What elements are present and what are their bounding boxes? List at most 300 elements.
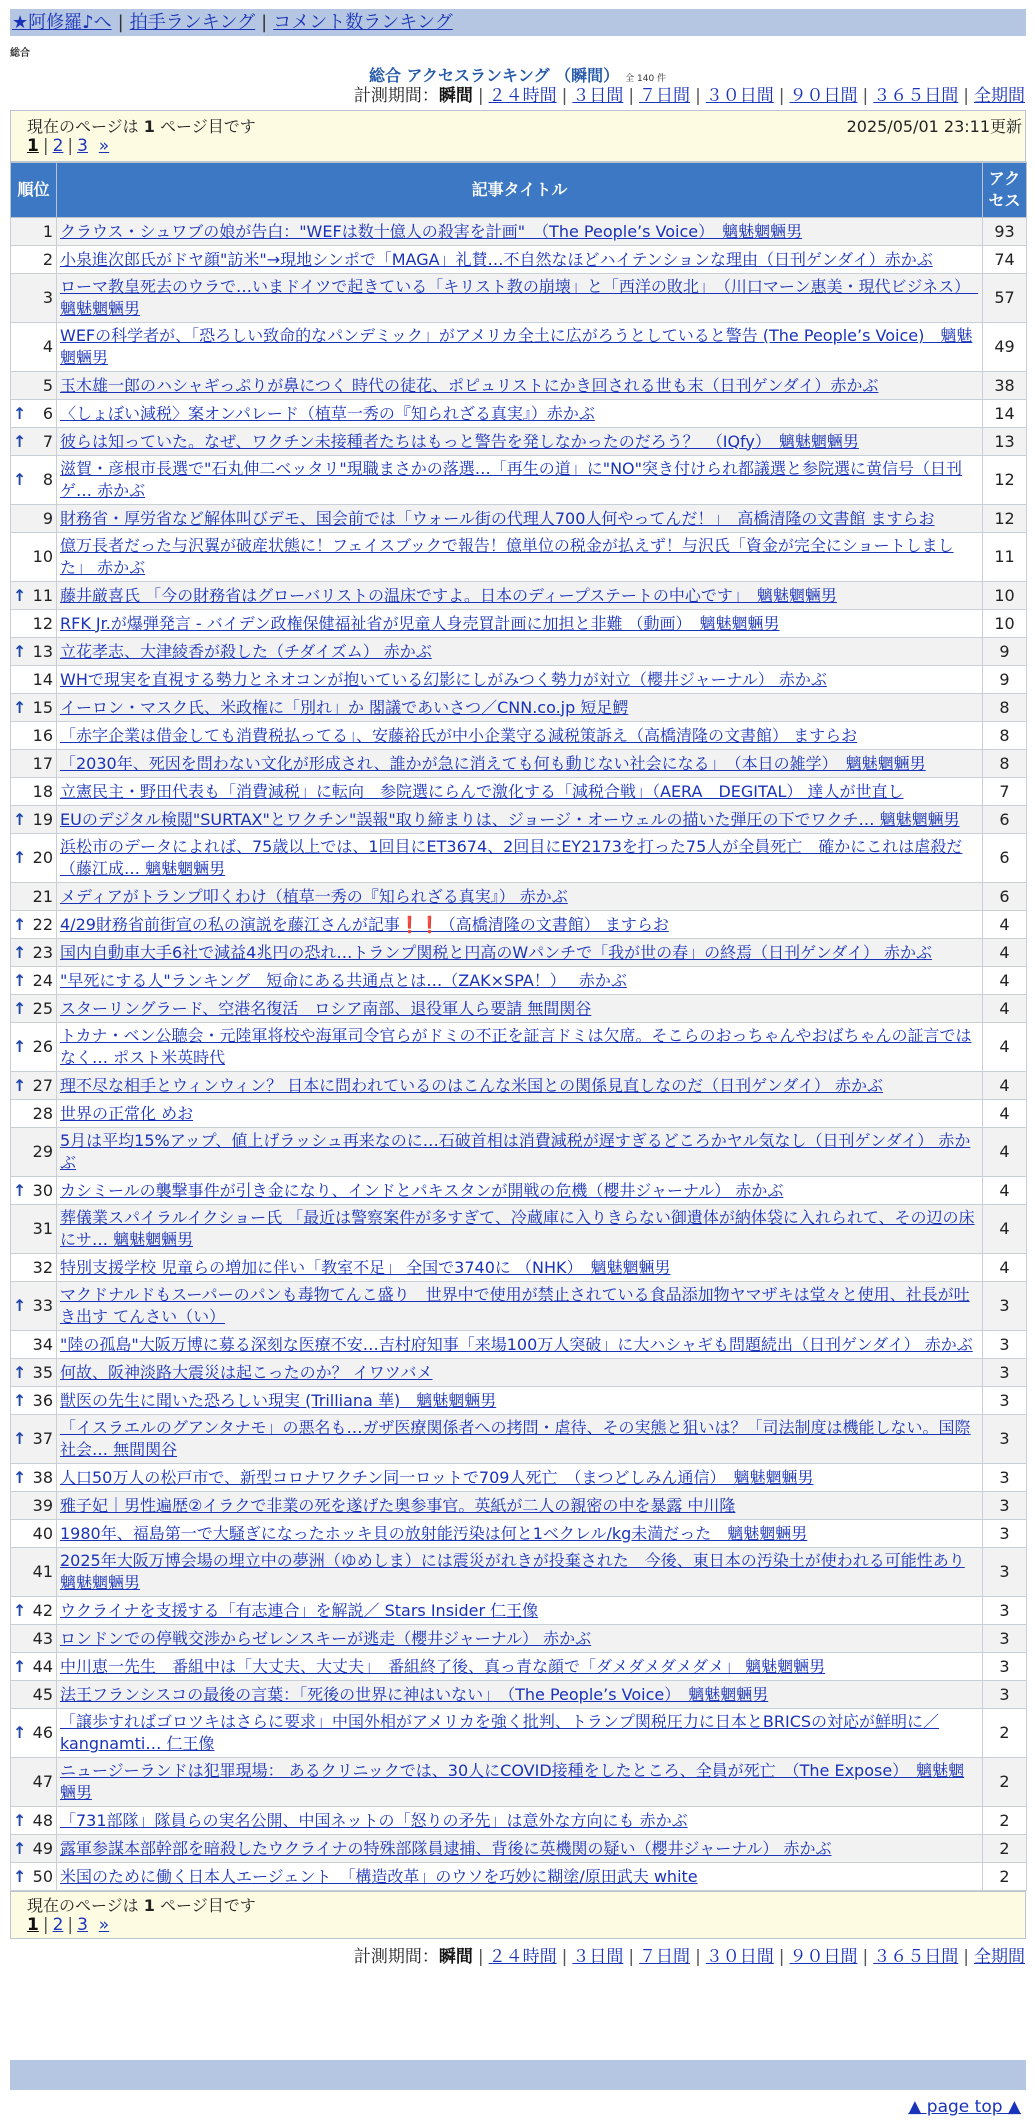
period-link-7d[interactable]: ７日間 (639, 1947, 691, 1967)
article-title-link[interactable]: 葬儀業スパイラルイクショー氏 「最近は警察案件が多すぎて、冷蔵庫に入りきらない御遺体が納体袋に入れられて、その辺の床にサ… 魑魅魍魎男 (60, 1208, 975, 1249)
access-count: 8 (983, 750, 1027, 778)
table-row (11, 1282, 1027, 1331)
page-top-link[interactable]: ▲ page top ▲ (908, 2097, 1021, 2117)
table-row (11, 1331, 1027, 1359)
period-link-3d[interactable]: ３日間 (572, 86, 624, 106)
article-title-link[interactable]: 雅子妃｜男性遍歴②イラクで非業の死を遂げた奥参事官。英紙が二人の親密の中を暴露 中川隆 (60, 1495, 736, 1515)
article-title-link[interactable]: WHで現実を直視する勢力とネオコンが抱いている幻影にしがみつく勢力が対立（櫻井ジャーナル） 赤かぶ (60, 669, 827, 689)
table-row (11, 456, 1027, 505)
title-cell (57, 218, 983, 246)
rank-cell (11, 1415, 57, 1464)
page-info-box-top (10, 110, 1026, 162)
title-cell (57, 1520, 983, 1548)
table-row (11, 722, 1027, 750)
article-title-link[interactable]: クラウス・シュワブの娘が告白："WEFは数十億人の殺害を計画" （The People’s Voice） 魑魅魍魎男 (60, 221, 803, 241)
rank-number: 13 (32, 641, 53, 661)
page-info-box-bottom (10, 1891, 1026, 1939)
table-row (11, 1863, 1027, 1891)
article-title-link[interactable]: RFK Jr.が爆弾発言 - バイデン政権保健福祉省が児童人身売買計画に加担と非難 （動画） 魑魅魍魎男 (60, 613, 780, 633)
rank-cell (11, 638, 57, 666)
up-arrow-icon: ↑ (13, 431, 27, 451)
title-cell (57, 883, 983, 911)
article-title-link[interactable]: 小泉進次郎氏がドヤ顔"訪米"→現地シンポで「MAGA」礼賛…不自然なほどハイテンションな理由（日刊ゲンダイ）赤かぶ (60, 249, 933, 269)
table-row (11, 806, 1027, 834)
table-row (11, 995, 1027, 1023)
access-count: 3 (983, 1331, 1027, 1359)
article-title-link[interactable]: 「2030年、死因を問わない文化が形成され、誰かが急に消えても何も動じない社会になる」 （本日の雑学） 魑魅魍魎男 (60, 753, 926, 773)
access-count: 93 (983, 218, 1027, 246)
nav-applause-ranking-link[interactable]: 拍手ランキング (129, 12, 256, 33)
rank-cell (11, 1100, 57, 1128)
pager-link-3[interactable]: 3 (77, 1915, 88, 1935)
title-cell (57, 1177, 983, 1205)
article-title-link[interactable]: 理不尽な相手とウィンウィン？ 日本に問われているのはこんな米国との関係見直しなのだ（日刊ゲンダイ） 赤かぶ (60, 1075, 883, 1095)
access-count: 4 (983, 1205, 1027, 1254)
article-title-link[interactable]: 浜松市のデータによれば、75歳以上では、1回目にET3674、2回目にEY2173を打った75人が全員死亡 確かにこれは虐殺だ（藤江成… 魑魅魍魎男 (60, 837, 963, 878)
access-count: 2 (983, 1835, 1027, 1863)
rank-cell (11, 1282, 57, 1331)
access-count: 7 (983, 778, 1027, 806)
access-count: 57 (983, 274, 1027, 323)
up-arrow-icon: ↑ (13, 1723, 27, 1742)
period-link-24h[interactable]: ２４時間 (488, 1947, 557, 1967)
title-cell (57, 610, 983, 638)
pager-link-2[interactable]: 2 (52, 136, 64, 156)
access-count: 49 (983, 323, 1027, 372)
title-cell (57, 911, 983, 939)
pager-link-2[interactable]: 2 (52, 1915, 64, 1935)
rank-number: 3 (42, 288, 53, 307)
access-count: 3 (983, 1520, 1027, 1548)
article-title-link[interactable]: イーロン・マスク氏、米政権に「別れ」か 閣議であいさつ／CNN.co.jp 短足鰐 (60, 697, 629, 717)
rank-cell (11, 1464, 57, 1492)
article-title-link[interactable]: EUのデジタル検閲"SURTAX"とワクチン"誤報"取り締まりは、ジョージ・オーウェルの描いた弾圧の下でワクチ… 魑魅魍魎男 (60, 809, 960, 829)
article-title-link[interactable]: 藤井厳喜氏 「今の財務省はグローバリストの温床ですよ。日本のディープステートの中心です」 魑魅魍魎男 (60, 585, 837, 605)
rank-number: 2 (42, 249, 53, 269)
up-arrow-icon: ↑ (13, 1467, 27, 1487)
header-rank: 順位 (11, 163, 57, 218)
title-cell (57, 1072, 983, 1100)
article-title-link[interactable]: "陸の孤島"大阪万博に募る深刻な医療不安…吉村府知事「来場100万人突破」に大ハシャギも問題続出（日刊ゲンダイ） 赤かぶ (60, 1334, 973, 1354)
title-cell (57, 1709, 983, 1758)
table-row (11, 533, 1027, 582)
pager-link-3[interactable]: 3 (77, 136, 88, 156)
rank-number: 31 (32, 1219, 53, 1238)
table-row (11, 1758, 1027, 1807)
title-cell (57, 1492, 983, 1520)
title-cell (57, 1128, 983, 1177)
article-title-link[interactable]: 特別支援学校 児童らの増加に伴い「教室不足」 全国で3740に （NHK） 魑魅魍魎男 (60, 1257, 671, 1277)
article-title-link[interactable]: 世界の正常化 めお (60, 1103, 194, 1123)
article-title-link[interactable]: 2025年大阪万博会場の埋立中の夢洲（ゆめしま）には震災がれきが投棄された 今後、東日本の汚染土が使われる可能性あり 魑魅魍魎男 (60, 1551, 965, 1592)
table-row (11, 1387, 1027, 1415)
title-cell (57, 533, 983, 582)
rank-number: 48 (32, 1810, 53, 1830)
article-title-link[interactable]: 「譲歩すればゴロツキはさらに要求」中国外相がアメリカを強く批判、トランプ関税圧力に日本とBRICSの対応が鮮明に／kangnamti… 仁王像 (60, 1712, 940, 1753)
title-cell (57, 1681, 983, 1709)
article-title-link[interactable]: ニュージーランドは犯罪現場： あるクリニックでは、30人にCOVID接種をしたところ、全員が死亡 （The Expose） 魑魅魍魎男 (60, 1761, 965, 1802)
table-row (11, 911, 1027, 939)
rank-cell (11, 1863, 57, 1891)
rank-number: 16 (32, 725, 53, 745)
nav-separator: | (117, 12, 124, 33)
table-row (11, 372, 1027, 400)
up-arrow-icon: ↑ (13, 470, 27, 489)
table-row (11, 778, 1027, 806)
article-title-link[interactable]: ロンドンでの停戦交渉からゼレンスキーが逃走（櫻井ジャーナル） 赤かぶ (60, 1628, 592, 1648)
rank-cell (11, 1331, 57, 1359)
access-count: 4 (983, 1100, 1027, 1128)
rank-number: 34 (32, 1334, 53, 1354)
page-title (0, 63, 1035, 86)
article-title-link[interactable]: 財務省・厚労省など解体叫びデモ、国会前では「ウォール街の代理人700人何やってんだ！」 高橋清隆の文書館 ますらお (60, 508, 935, 528)
period-current: 瞬間 (438, 1947, 473, 1967)
title-cell (57, 428, 983, 456)
total-count: 全 140 件 (625, 74, 667, 84)
nav-comment-ranking-link[interactable]: コメント数ランキング (273, 12, 453, 33)
article-title-link[interactable]: 4/29財務省前街宣の私の演説を藤江さんが記事❗❗（高橋清隆の文書館） ますらお (60, 914, 669, 934)
access-count: 2 (983, 1709, 1027, 1758)
category-label: 総合 (10, 48, 30, 59)
rank-cell (11, 967, 57, 995)
rank-cell (11, 694, 57, 722)
access-count: 10 (983, 610, 1027, 638)
title-cell (57, 1205, 983, 1254)
rank-cell (11, 372, 57, 400)
rank-cell (11, 456, 57, 505)
title-cell (57, 246, 983, 274)
rank-cell (11, 1625, 57, 1653)
rank-cell (11, 428, 57, 456)
article-title-link[interactable]: 億万長者だった与沢翼が破産状態に！フェイスブックで報告！億単位の税金が払えず！与沢氏「資金が完全にショートしました」 赤かぶ (60, 536, 954, 577)
title-cell (57, 1653, 983, 1681)
rank-number: 36 (32, 1390, 53, 1410)
pager-bottom: 1 | 2 | 3 » (27, 1915, 110, 1935)
title-cell (57, 323, 983, 372)
table-row (11, 1359, 1027, 1387)
title-cell (57, 372, 983, 400)
page-title-text: 総合 アクセスランキング （瞬間） (368, 66, 620, 85)
period-label: 計測期間： (353, 1947, 439, 1967)
title-cell (57, 1254, 983, 1282)
title-cell (57, 1387, 983, 1415)
rank-cell (11, 1359, 57, 1387)
article-title-link[interactable]: 彼らは知っていた。なぜ、ワクチン未接種者たちはもっと警告を発しなかったのだろう？ （IQfy） 魑魅魍魎男 (60, 431, 859, 451)
rank-cell (11, 778, 57, 806)
period-link-7d[interactable]: ７日間 (639, 86, 691, 106)
article-title-link[interactable]: メディアがトランプ叩くわけ（植草一秀の『知られざる真実』） 赤かぶ (60, 886, 568, 906)
rank-cell (11, 1387, 57, 1415)
up-arrow-icon: ↑ (13, 1866, 27, 1886)
title-cell (57, 1331, 983, 1359)
article-title-link[interactable]: マクドナルドもスーパーのパンも毒物てんこ盛り 世界中で使用が禁止されている食品添加物ヤマザキは堂々と使用、社長が吐き出す てんさい（い） (60, 1285, 970, 1326)
rank-cell (11, 1128, 57, 1177)
access-count: 3 (983, 1548, 1027, 1597)
article-title-link[interactable]: スターリングラード、空港名復活 ロシア南部、退役軍人ら要請 無間関谷 (60, 998, 592, 1018)
access-count: 13 (983, 428, 1027, 456)
rank-number: 17 (32, 753, 53, 773)
table-row (11, 1415, 1027, 1464)
header-title: 記事タイトル (57, 163, 983, 218)
access-count: 10 (983, 582, 1027, 610)
table-row (11, 1709, 1027, 1758)
rank-number: 42 (32, 1600, 53, 1620)
article-title-link[interactable]: 人口50万人の松戸市で、新型コロナワクチン同一ロットで709人死亡 （まつどしみん通信） 魑魅魍魎男 (60, 1467, 814, 1487)
period-link-90d[interactable]: ９０日間 (789, 1947, 858, 1967)
access-count: 11 (983, 533, 1027, 582)
up-arrow-icon: ↑ (13, 1075, 27, 1095)
up-arrow-icon: ↑ (13, 1180, 27, 1200)
period-link-365d[interactable]: ３６５日間 (873, 1947, 959, 1967)
article-title-link[interactable]: 「731部隊」隊員らの実名公開、中国ネットの「怒りの矛先」は意外な方向にも 赤かぶ (60, 1810, 688, 1830)
up-arrow-icon: ↑ (13, 403, 27, 423)
access-count: 4 (983, 995, 1027, 1023)
period-link-30d[interactable]: ３０日間 (705, 86, 774, 106)
title-cell (57, 694, 983, 722)
up-arrow-icon: ↑ (13, 998, 27, 1018)
table-row (11, 1100, 1027, 1128)
access-count: 4 (983, 911, 1027, 939)
rank-number: 21 (32, 886, 53, 906)
nav-home-link[interactable]: ★阿修羅♪へ (12, 12, 112, 33)
table-row (11, 883, 1027, 911)
title-cell (57, 666, 983, 694)
access-count: 4 (983, 967, 1027, 995)
access-count: 2 (983, 1863, 1027, 1891)
article-title-link[interactable]: "早死にする人"ランキング 短命にある共通点とは…（ZAK×SPA！） 赤かぶ (60, 970, 627, 990)
period-link-24h[interactable]: ２４時間 (488, 86, 557, 106)
rank-number: 1 (42, 221, 53, 241)
period-link-30d[interactable]: ３０日間 (705, 1947, 774, 1967)
article-title-link[interactable]: 5月は平均15%アップ、値上げラッシュ再来なのに…石破首相は消費減税が遅すぎるどころかヤル気なし（日刊ゲンダイ） 赤かぶ (60, 1131, 971, 1172)
up-arrow-icon: ↑ (13, 1838, 27, 1858)
period-link-all[interactable]: 全期間 (974, 1947, 1025, 1967)
article-title-link[interactable]: ウクライナを支援する「有志連合」を解説／ Stars Insider 仁王像 (60, 1600, 539, 1620)
rank-cell (11, 1835, 57, 1863)
up-arrow-icon: ↑ (13, 1810, 27, 1830)
rank-number: 49 (32, 1838, 53, 1858)
rank-number: 40 (32, 1523, 53, 1543)
rank-number: 24 (32, 970, 53, 990)
rank-number: 19 (32, 809, 53, 829)
title-cell (57, 995, 983, 1023)
article-title-link[interactable]: 立花孝志、大津綾香が殺した（チダイズム） 赤かぶ (60, 641, 432, 661)
article-title-link[interactable]: 露軍参謀本部幹部を暗殺したウクライナの特殊部隊員逮捕、背後に英機関の疑い（櫻井ジャーナル） 赤かぶ (60, 1838, 832, 1858)
rank-number: 28 (32, 1103, 53, 1123)
article-title-link[interactable]: 立憲民主・野田代表も「消費減税」に転向 参院選にらんで激化する「減税合戦」（AERA DEGITAL） 達人が世直し (60, 781, 904, 801)
table-row (11, 1681, 1027, 1709)
access-count: 3 (983, 1681, 1027, 1709)
rank-cell (11, 533, 57, 582)
article-title-link[interactable]: 獣医の先生に聞いた恐ろしい現実 (Trilliana 華) 魑魅魍魎男 (60, 1390, 497, 1410)
table-row (11, 323, 1027, 372)
access-count: 14 (983, 400, 1027, 428)
access-count: 4 (983, 1177, 1027, 1205)
rank-cell (11, 722, 57, 750)
title-cell (57, 456, 983, 505)
article-title-link[interactable]: 1980年、福島第一で大騒ぎになったホッキ貝の放射能汚染は何と1ベクレル/kg未満だった 魑魅魍魎男 (60, 1523, 808, 1543)
article-title-link[interactable]: 何故、阪神淡路大震災は起こったのか？ イワツバメ (60, 1362, 433, 1382)
article-title-link[interactable]: 国内自動車大手6社で減益4兆円の恐れ…トランプ関税と円高のWパンチで「我が世の春」の終焉（日刊ゲンダイ） 赤かぶ (60, 942, 932, 962)
page-info-number: 1 (143, 117, 155, 136)
table-row (11, 638, 1027, 666)
rank-cell (11, 218, 57, 246)
table-row (11, 1520, 1027, 1548)
title-cell (57, 1100, 983, 1128)
article-title-link[interactable]: 玉木雄一郎のハシャギっぷりが鼻につく 時代の徒花、ポピュリストにかき回される世も末（日刊ゲンダイ）赤かぶ (60, 375, 879, 395)
access-count: 3 (983, 1359, 1027, 1387)
table-row (11, 1128, 1027, 1177)
access-count: 2 (983, 1758, 1027, 1807)
rank-cell (11, 400, 57, 428)
page-info-number: 1 (143, 1896, 155, 1915)
rank-number: 41 (32, 1562, 53, 1581)
rank-cell (11, 1758, 57, 1807)
title-cell (57, 1464, 983, 1492)
title-cell (57, 1758, 983, 1807)
period-link-90d[interactable]: ９０日間 (789, 86, 858, 106)
up-arrow-icon: ↑ (13, 914, 27, 934)
up-arrow-icon: ↑ (13, 848, 27, 867)
period-link-3d[interactable]: ３日間 (572, 1947, 624, 1967)
table-row (11, 582, 1027, 610)
table-row (11, 1835, 1027, 1863)
pager-next[interactable]: » (98, 136, 110, 156)
access-count: 3 (983, 1597, 1027, 1625)
access-count: 12 (983, 505, 1027, 533)
rank-number: 15 (32, 697, 53, 717)
access-count: 8 (983, 694, 1027, 722)
pager-next[interactable]: » (98, 1915, 110, 1935)
access-count: 6 (983, 883, 1027, 911)
title-cell (57, 750, 983, 778)
title-cell (57, 1415, 983, 1464)
rank-cell (11, 911, 57, 939)
title-cell (57, 778, 983, 806)
nav-separator: | (261, 12, 268, 33)
table-row (11, 246, 1027, 274)
up-arrow-icon: ↑ (13, 585, 27, 605)
title-cell (57, 1282, 983, 1331)
access-count: 9 (983, 638, 1027, 666)
title-cell (57, 1863, 983, 1891)
period-label: 計測期間： (353, 86, 439, 106)
article-title-link[interactable]: 「イスラエルのグアンタナモ」の悪名も…ガザ医療関係者への拷問・虐待、その実態と狙いは？「司法制度は機能しない。国際社会… 無間関谷 (60, 1418, 971, 1459)
rank-number: 6 (42, 403, 53, 423)
title-cell (57, 806, 983, 834)
title-cell (57, 1359, 983, 1387)
rank-number: 43 (32, 1628, 53, 1648)
table-row (11, 1254, 1027, 1282)
title-cell (57, 834, 983, 883)
table-row (11, 274, 1027, 323)
table-header-row (11, 163, 1027, 218)
table-row (11, 694, 1027, 722)
article-title-link[interactable]: 米国のために働く日本人エージェント 「構造改革」のウソを巧妙に糊塗/原田武夫 white (60, 1866, 698, 1886)
access-count: 3 (983, 1492, 1027, 1520)
rank-number: 9 (42, 508, 53, 528)
access-count: 4 (983, 1072, 1027, 1100)
up-arrow-icon: ↑ (13, 1362, 27, 1382)
period-link-all[interactable]: 全期間 (974, 86, 1025, 106)
table-row (11, 1625, 1027, 1653)
access-count: 8 (983, 722, 1027, 750)
article-title-link[interactable]: WEFの科学者が、「恐ろしい致命的なパンデミック」がアメリカ全土に広がろうとしていると警告 (The People’s Voice) 魑魅魍魎男 (60, 326, 973, 367)
rank-number: 12 (32, 613, 53, 633)
rank-number: 14 (32, 669, 53, 689)
table-row (11, 834, 1027, 883)
rank-number: 11 (32, 585, 53, 605)
title-cell (57, 1625, 983, 1653)
access-count: 9 (983, 666, 1027, 694)
title-cell (57, 1835, 983, 1863)
rank-cell (11, 1597, 57, 1625)
rank-number: 5 (42, 375, 53, 395)
up-arrow-icon: ↑ (13, 942, 27, 962)
rank-cell (11, 505, 57, 533)
title-cell (57, 722, 983, 750)
rank-cell (11, 1709, 57, 1758)
rank-cell (11, 1653, 57, 1681)
top-nav-bar (10, 9, 1026, 36)
article-title-link[interactable]: 法王フランシスコの最後の言葉：「死後の世界に神はいない」 （The People’s Voice） 魑魅魍魎男 (60, 1684, 769, 1704)
article-title-link[interactable]: カシミールの襲撃事件が引き金になり、インドとパキスタンが開戦の危機（櫻井ジャーナル） 赤かぶ (60, 1180, 784, 1200)
article-title-link[interactable]: ローマ教皇死去のウラで…いまドイツで起きている「キリスト教の崩壊」と「西洋の敗北」 （川口マーン惠美・現代ビジネス） 魑魅魍魎男 (60, 277, 979, 318)
title-cell (57, 1597, 983, 1625)
rank-number: 26 (32, 1037, 53, 1056)
table-row (11, 505, 1027, 533)
title-cell (57, 638, 983, 666)
access-count: 4 (983, 1023, 1027, 1072)
rank-number: 45 (32, 1684, 53, 1704)
title-cell (57, 1807, 983, 1835)
article-title-link[interactable]: 「赤字企業は借金しても消費税払ってる」、安藤裕氏が中小企業守る減税策訴え（高橋清隆の文書館） ますらお (60, 725, 858, 745)
rank-cell (11, 1807, 57, 1835)
article-title-link[interactable]: 中川恵一先生 番組中は「大丈夫、大丈夫」 番組終了後、真っ青な顔で「ダメダメダメダメ」 魑魅魍魎男 (60, 1656, 826, 1676)
up-arrow-icon: ↑ (13, 1037, 27, 1056)
rank-cell (11, 883, 57, 911)
rank-number: 25 (32, 998, 53, 1018)
title-cell (57, 274, 983, 323)
rank-cell (11, 834, 57, 883)
period-link-365d[interactable]: ３６５日間 (873, 86, 959, 106)
rank-cell (11, 1023, 57, 1072)
up-arrow-icon: ↑ (13, 1390, 27, 1410)
table-row (11, 1464, 1027, 1492)
rank-cell (11, 995, 57, 1023)
rank-number: 27 (32, 1075, 53, 1095)
title-cell (57, 400, 983, 428)
rank-cell (11, 610, 57, 638)
rank-number: 7 (42, 431, 53, 451)
pager-current: 1 (27, 1915, 39, 1935)
ranking-table (10, 162, 1027, 1891)
article-title-link[interactable]: 滋賀・彦根市長選で"石丸伸二ベッタリ"現職まさかの落選…「再生の道」に"NO"突き付けられ都議選と参院選に黄信号（日刊ゲ… 赤かぶ (60, 459, 963, 500)
up-arrow-icon: ↑ (13, 970, 27, 990)
header-access: アクセス (983, 163, 1027, 218)
access-count: 12 (983, 456, 1027, 505)
table-row (11, 750, 1027, 778)
rank-number: 33 (32, 1296, 53, 1315)
article-title-link[interactable]: 〈しょぼい減税〉案オンパレード（植草一秀の『知られざる真実』）赤かぶ (60, 403, 595, 423)
rank-cell (11, 274, 57, 323)
period-selector-bottom: 計測期間：瞬間 | ２４時間 | ３日間 | ７日間 | ３０日間 | ９０日間 | ３６５日間 | 全期間 (353, 1947, 1025, 1967)
access-count: 3 (983, 1625, 1027, 1653)
rank-number: 29 (32, 1142, 53, 1161)
rank-cell (11, 1548, 57, 1597)
article-title-link[interactable]: トカナ・ベン公聴会・元陸軍将校や海軍司令官らがドミの不正を証言ドミは欠席。そこらのおっちゃんやおばちゃんの証言ではなく… ポスト米英時代 (60, 1026, 972, 1067)
access-count: 4 (983, 939, 1027, 967)
